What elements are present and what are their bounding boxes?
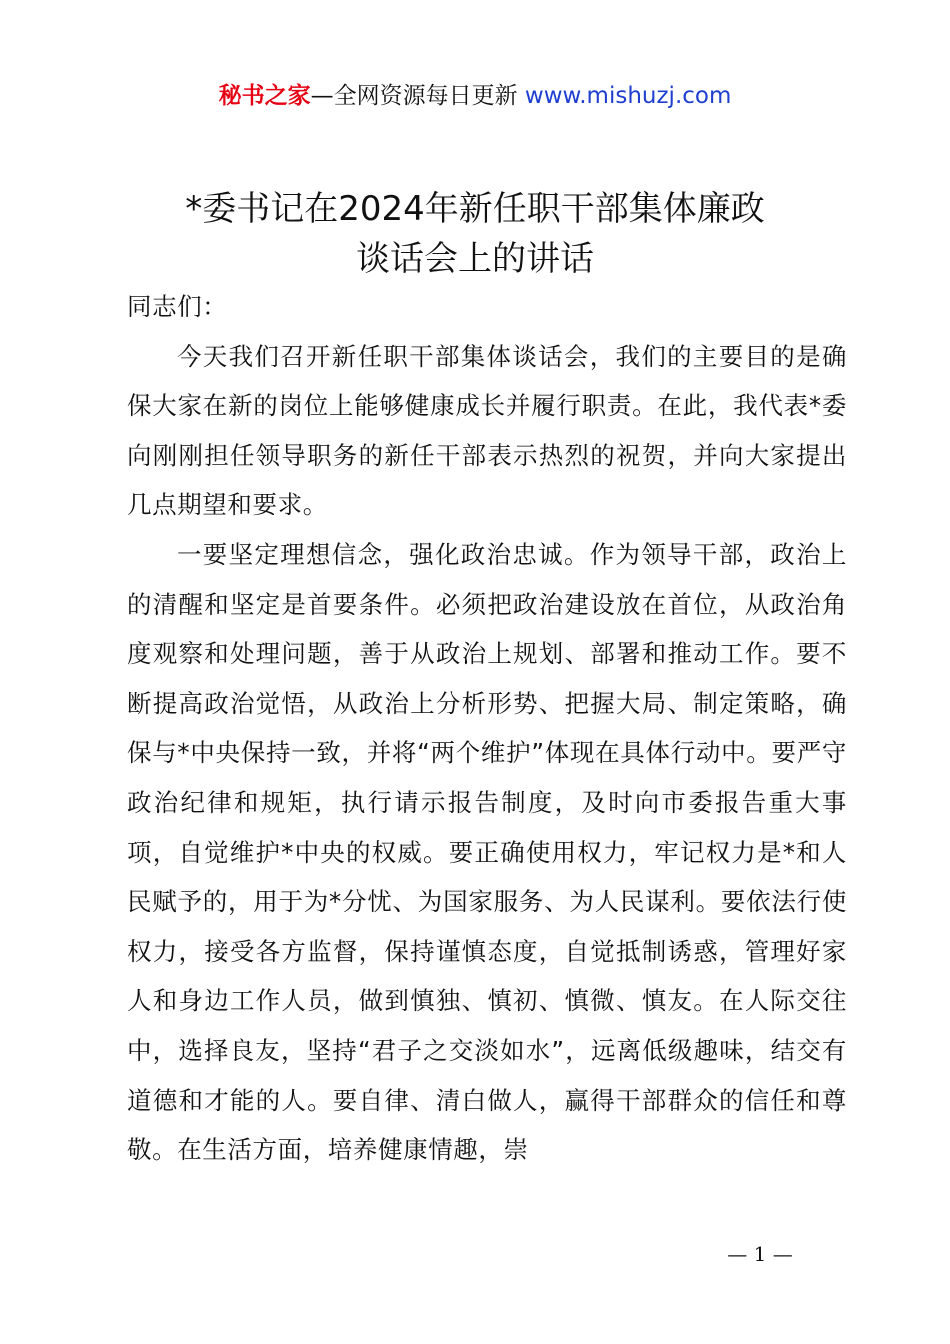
site-header bbox=[0, 80, 950, 112]
site-url-link[interactable]: www.mishuzj.com bbox=[524, 83, 732, 109]
page-number: — 1 — bbox=[727, 1242, 793, 1266]
salutation: 同志们： bbox=[127, 292, 228, 321]
paragraph-2: 一要坚定理想信念，强化政治忠诚。作为领导干部，政治上的清醒和坚定是首要条件。必须把政治建设放在首位，从政治角度观察和处理问题，善于从政治上规划、部署和推动工作。要不断提高政治觉悟，从政治上分析形势、把握大局、制定策略，确保与*中央保持一致，并将“两个维护”体现在具体行动中。要严守政治纪律和规矩，执行请示报告制度，及时向市委报告重大事项，自觉维护*中央的权威。要正确使用权力，牢记权力是*和人民赋予的，用于为*分忧、为国家服务、为人民谋利。要依法行使权力，接受各方监督，保持谨慎态度，自觉抵制诱惑，管理好家人和身边工作人员，做到慎独、慎初、慎微、慎友。在人际交往中，选择良友，坚持“君子之交淡如水”，远离低级趣味，结交有道德和才能的人。要自律、清白做人，赢得干部群众的信任和尊敬。在生活方面，培养健康情趣，崇 bbox=[127, 539, 847, 1165]
header-tagline: —全网资源每日更新 bbox=[310, 83, 525, 109]
brand-name: 秘书之家 bbox=[218, 83, 311, 109]
paragraph-1: 今天我们召开新任职干部集体谈话会，我们的主要目的是确保大家在新的岗位上能够健康成长并履行职责。在此，我代表*委向刚刚担任领导职务的新任干部表示热烈的祝贺，并向大家提出几点期望和要求。 bbox=[127, 341, 847, 520]
title-line-1: *委书记在2024年新任职干部集体廉政 bbox=[185, 189, 765, 229]
document-body bbox=[127, 282, 847, 1175]
title-line-2: 谈话会上的讲话 bbox=[356, 239, 594, 279]
document-title bbox=[0, 184, 950, 284]
